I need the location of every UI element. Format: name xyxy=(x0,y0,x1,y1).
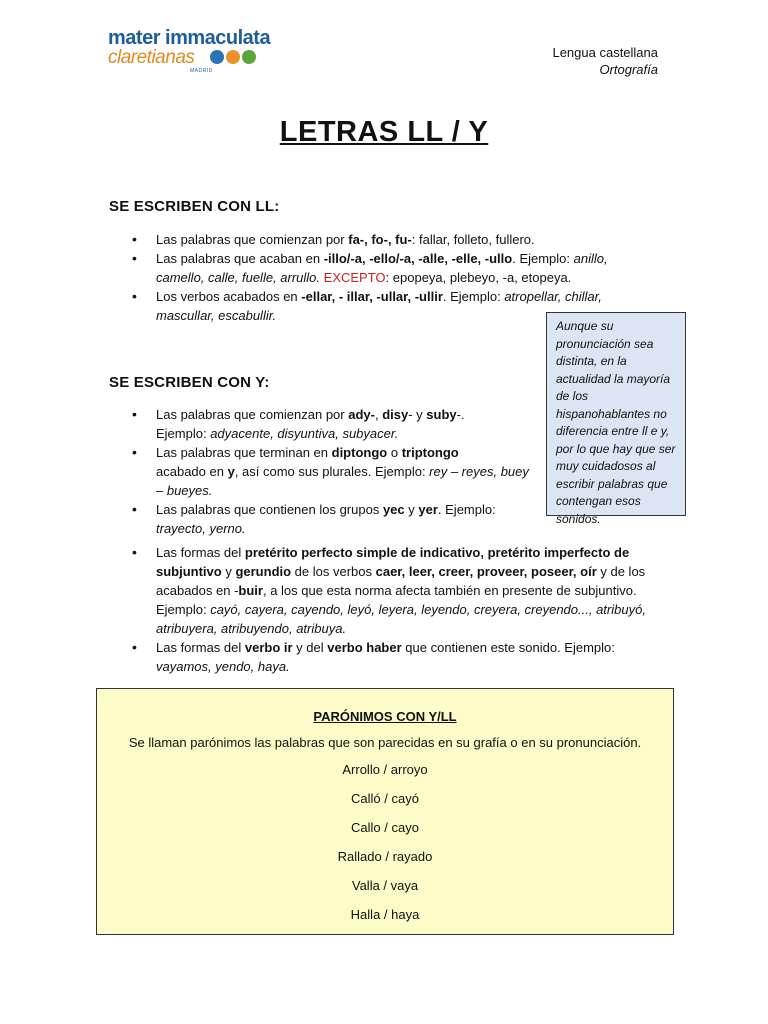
list-item: • Las palabras que comienzan por ady-, disy- y suby-. Ejemplo: adyacente, disyuntiva, subyacer. xyxy=(109,405,529,443)
section-y-heading: SE ESCRIBEN CON Y: xyxy=(109,374,270,391)
paronimo-pair: Rallado / rayado xyxy=(337,849,433,864)
section-ll-list xyxy=(109,230,654,325)
section-ll-heading: SE ESCRIBEN CON LL: xyxy=(109,198,280,215)
list-item: • Las palabras que contienen los grupos yec y yer. Ejemplo: trayecto, yerno. xyxy=(109,500,529,538)
logo-blue-circle-icon xyxy=(210,50,224,64)
school-logo xyxy=(108,27,271,74)
paronimo-pair: Halla / haya xyxy=(350,907,420,922)
paronimo-pair: Arrollo / arroyo xyxy=(342,762,428,777)
paronimo-pair: Valla / vaya xyxy=(351,878,419,893)
list-item: • Las formas del verbo ir y del verbo haber que contienen este sonido. Ejemplo: vayamos, yendo, haya. xyxy=(109,638,669,676)
list-item: • Las palabras que comienzan por fa-, fo-, fu-: fallar, folleto, fullero. xyxy=(109,230,654,249)
section-y-list-bottom xyxy=(109,543,669,676)
paronimos-box xyxy=(96,688,674,935)
paronimos-description: Se llaman parónimos las palabras que son parecidas en su grafía o en su pronunciación. xyxy=(128,735,642,750)
header-topic: Ortografía xyxy=(599,62,658,77)
paronimo-pair: Callo / cayo xyxy=(351,820,419,835)
logo-green-circle-icon xyxy=(242,50,256,64)
section-y-list-top xyxy=(109,405,529,538)
logo-name: mater immaculata xyxy=(108,27,271,49)
header-subject: Lengua castellana xyxy=(552,45,658,60)
paronimos-title: PARÓNIMOS CON Y/LL xyxy=(313,709,457,724)
logo-orange-circle-icon xyxy=(226,50,240,64)
paronimo-pair: Calló / cayó xyxy=(351,791,419,806)
list-item: • Los verbos acabados en -ellar, - illar, -ullar, -ullir. Ejemplo: atropellar, chillar, mascullar, escabullir. xyxy=(109,287,654,325)
list-item: • Las palabras que acaban en -illo/-a, -ello/-a, -alle, -elle, -ullo. Ejemplo: anillo, camello, calle, fuelle, arrullo. EXCEPTO: epopeya, plebeyo, -a, etopeya. xyxy=(109,249,654,287)
excepto-label: EXCEPTO xyxy=(323,270,386,285)
pronunciation-note: Aunque su pronunciación sea distinta, en la actualidad la mayoría de los hispanohablantes no diferencia entre ll e y, por lo que hay que ser muy cuidadosos al escribir palabras que contengan esos sonidos. xyxy=(546,312,686,516)
list-item: • Las formas del pretérito perfecto simple de indicativo, pretérito imperfecto de subjuntivo y gerundio de los verbos caer, leer, creer, proveer, poseer, oír y de los acabados en -buir, a los que esta norma afecta también en presente de subjuntivo. Ejemplo: cayó, cayera, cayendo, leyó, leyera, leyendo, creyera, creyendo..., atribuyó, atribuyera, atribuyendo, atribuya. xyxy=(109,543,669,638)
logo-city: MADRID xyxy=(190,68,213,74)
logo-subname: claretianas xyxy=(108,47,195,68)
document-header xyxy=(552,44,658,78)
page-title: LETRAS LL / Y xyxy=(279,116,489,148)
list-item: • Las palabras que terminan en diptongo o triptongo acabado en y, así como sus plurales. Ejemplo: rey – reyes, buey – bueyes. xyxy=(109,443,529,500)
